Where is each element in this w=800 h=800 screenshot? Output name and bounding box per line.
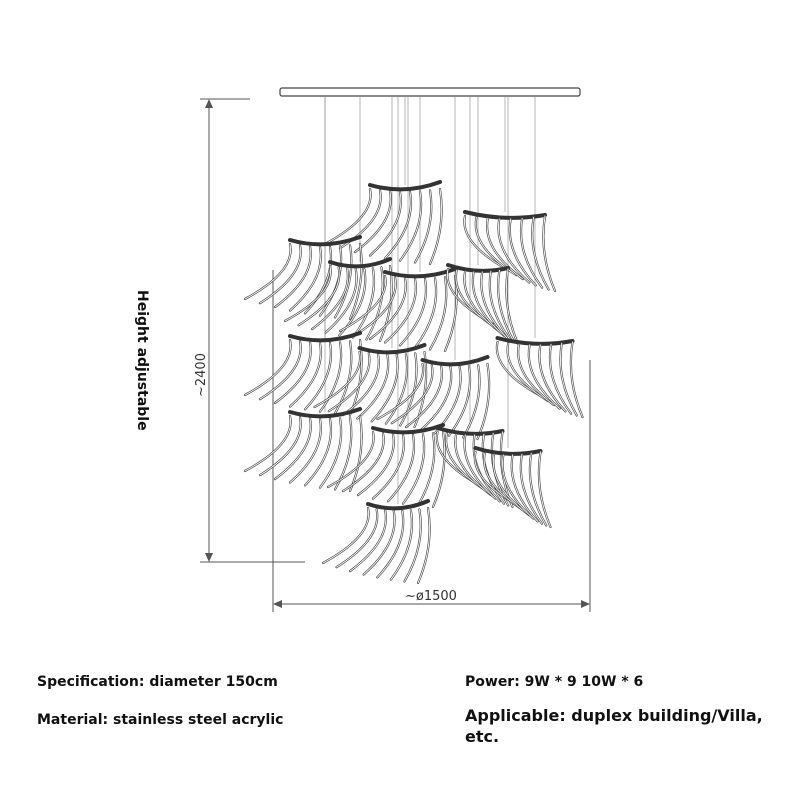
lamp-cluster	[497, 338, 583, 417]
cluster-rod	[518, 344, 554, 405]
diameter-arrow-right	[581, 600, 590, 608]
lamp-cluster	[245, 237, 362, 319]
diameter-arrow-left	[273, 600, 282, 608]
spec-specification: Specification: diameter 150cm	[37, 674, 278, 690]
cluster-rod-highlight	[245, 244, 291, 299]
height-adjustable-label: Height adjustable	[134, 290, 150, 431]
cluster-rod	[543, 216, 555, 291]
cluster-rod	[275, 418, 311, 479]
diameter-dimension-value: ~ø1500	[405, 589, 457, 604]
cluster-rod	[503, 455, 534, 519]
lamp-cluster	[325, 182, 442, 264]
height-arrow-top	[205, 99, 213, 108]
cluster-rod-highlight	[463, 365, 479, 437]
cluster-rod-highlight	[245, 416, 291, 471]
cluster-rod	[323, 508, 369, 563]
cluster-rod	[245, 340, 291, 395]
cluster-rod	[358, 434, 394, 495]
lamp-cluster	[475, 448, 551, 527]
cluster-rod	[245, 416, 291, 471]
lamp-cluster	[245, 409, 362, 491]
spec-applicable: Applicable: duplex building/Villa, etc.	[465, 706, 763, 746]
cluster-rod	[355, 191, 391, 252]
cluster-rod	[325, 189, 371, 244]
cluster-rod	[275, 246, 311, 307]
cluster-rod	[245, 244, 291, 299]
lamp-cluster	[447, 265, 518, 344]
cluster-rod	[370, 278, 406, 339]
cluster-rod-highlight	[325, 189, 371, 244]
height-arrow-bottom	[205, 553, 213, 562]
cluster-rod-highlight	[323, 508, 369, 563]
height-dimension-value: ~2400	[194, 353, 209, 397]
cluster-rod	[465, 435, 496, 499]
cluster-rod	[275, 342, 311, 403]
spec-power: Power: 9W * 9 10W * 6	[465, 674, 644, 690]
spec-material: Material: stainless steel acrylic	[37, 712, 284, 728]
cluster-rod-highlight	[245, 340, 291, 395]
lamp-clusters	[245, 182, 583, 583]
cluster-rod-highlight	[560, 343, 576, 415]
lamp-cluster	[323, 501, 430, 583]
ceiling-canopy	[280, 88, 580, 96]
lamp-cluster	[245, 333, 362, 415]
